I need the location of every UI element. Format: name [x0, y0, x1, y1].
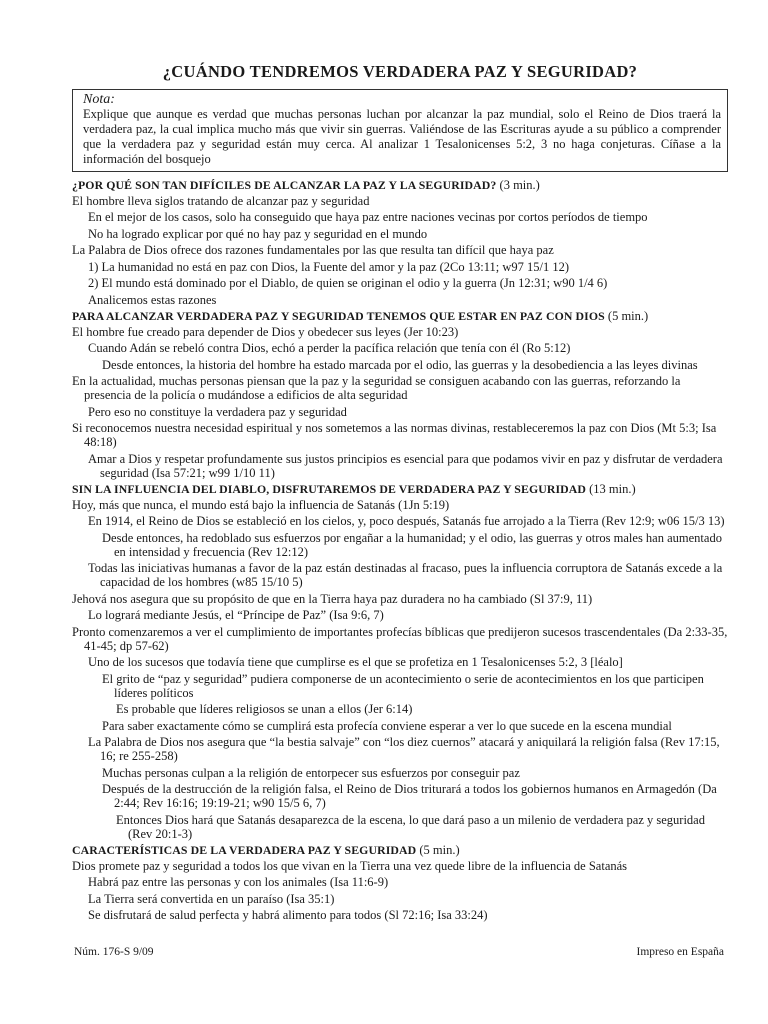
outline-section: [72, 482, 728, 841]
outline-point: Muchas personas culpan a la religión de entorpecer sus esfuerzos por conseguir paz: [102, 765, 520, 780]
outline-sections: [72, 178, 728, 922]
section-heading: [72, 309, 728, 325]
outline-point: El hombre fue creado para depender de Dios y obedecer sus leyes (Jer 10:23): [72, 324, 459, 339]
footer-printed-in: Impreso en España: [636, 946, 724, 958]
outline-point: En el mejor de los casos, solo ha conseguido que haya paz entre naciones vecinas por cortos períodos de tiempo: [88, 210, 648, 224]
outline-point: 1) La humanidad no está en paz con Dios, la Fuente del amor y la paz (2Co 13:11; w97 15/1 12): [88, 259, 570, 274]
outline-point: Amar a Dios y respetar profundamente sus justos principios es esencial para que podamos vivir en paz y disfrutar de verdadera seguridad (Isa 57:21; w99 1/10 11): [88, 451, 723, 480]
note-text: Explique que aunque es verdad que muchas personas luchan por alcanzar la paz mundial, solo el Reino de Dios traerá la verdadera paz, la cual implica mucho más que vivir sin guerras. Valiéndose de las Escrituras ayude a su público a comprender que la verdadera paz y seguridad están muy cerca. Al analizar 1 Tesalonicenses 5:2, 3 no haga conjeturas. Cíñase a la información del bosquejo: [83, 107, 721, 166]
outline-point: Para saber exactamente cómo se cumplirá esta profecía conviene esperar a ver lo que sucede en la escena mundial: [102, 718, 672, 733]
page-footer: [74, 946, 724, 958]
outline-point: El grito de “paz y seguridad” pudiera componerse de un acontecimiento o serie de acontecimientos en los que participen líderes políticos: [102, 671, 704, 700]
outline-point: En 1914, el Reino de Dios se estableció en los cielos, y, poco después, Satanás fue arrojado a la Tierra (Rev 12:9; w06 15/3 13): [88, 514, 725, 528]
outline-point: Cuando Adán se rebeló contra Dios, echó a perder la pacífica relación que tenía con él (Ro 5:12): [88, 341, 571, 355]
page-title: ¿CUÁNDO TENDREMOS VERDADERA PAZ Y SEGURIDAD?: [162, 62, 638, 81]
section-heading-text: SIN LA INFLUENCIA DEL DIABLO, DISFRUTAREMOS DE VERDADERA PAZ Y SEGURIDAD: [72, 482, 587, 496]
outline-section: [72, 309, 728, 480]
outline-point: Hoy, más que nunca, el mundo está bajo la influencia de Satanás (1Jn 5:19): [72, 497, 450, 512]
section-heading: [72, 843, 728, 859]
outline-point: Desde entonces, la historia del hombre ha estado marcada por el odio, las guerras y la desobediencia a las leyes divinas: [102, 357, 698, 372]
section-heading: [72, 178, 728, 194]
outline-point: La Tierra será convertida en un paraíso (Isa 35:1): [88, 891, 335, 906]
section-heading-text: PARA ALCANZAR VERDADERA PAZ Y SEGURIDAD TENEMOS QUE ESTAR EN PAZ CON DIOS: [72, 309, 605, 323]
section-time: (3 min.): [499, 178, 540, 192]
outline-point: Desde entonces, ha redoblado sus esfuerzos por engañar a la humanidad; y el odio, las guerras y otros males han aumentado en intensidad y frecuencia (Rev 12:12): [102, 530, 722, 559]
section-heading: [72, 482, 728, 498]
section-time: (5 min.): [607, 309, 649, 323]
outline-point: Habrá paz entre las personas y con los animales (Isa 11:6-9): [88, 875, 389, 889]
outline-point: No ha logrado explicar por qué no hay paz y seguridad en el mundo: [88, 226, 428, 241]
outline-point: Pronto comenzaremos a ver el cumplimiento de importantes profecías bíblicas que predijeron sucesos trascendentales (Da 2:33-35, 41-45; dp 57-62): [72, 624, 728, 653]
outline-point: En la actualidad, muchas personas piensan que la paz y la seguridad se consiguen acabando con las guerras, reforzando la presencia de la policía o mudándose a edificios de alta seguridad: [72, 374, 681, 402]
section-heading-text: CARACTERÍSTICAS DE LA VERDADERA PAZ Y SEGURIDAD: [72, 843, 417, 857]
outline-point: Es probable que líderes religiosos se unan a ellos (Jer 6:14): [116, 702, 413, 716]
outline-point: Analicemos estas razones: [88, 292, 217, 307]
outline-point: Si reconocemos nuestra necesidad espiritual y nos sometemos a las normas divinas, restableceremos la paz con Dios (Mt 5:3; Isa 48:18): [72, 421, 717, 449]
outline-point: La Palabra de Dios nos asegura que “la bestia salvaje” con “los diez cuernos” atacará y aniquilará la religión falsa (Rev 17:15, 16; re 255-258): [88, 735, 720, 763]
outline-point: La Palabra de Dios ofrece dos razones fundamentales por las que resulta tan difícil que haya paz: [72, 243, 554, 257]
outline-point: Dios promete paz y seguridad a todos los que vivan en la Tierra una vez quede libre de la influencia de Satanás: [72, 858, 628, 873]
outline-section: [72, 178, 728, 307]
outline-section: [72, 843, 728, 922]
footer-publication-number: Núm. 176-S 9/09: [74, 946, 154, 958]
outline-point: Se disfrutará de salud perfecta y habrá alimento para todos (Sl 72:16; Isa 33:24): [88, 908, 488, 922]
outline-point: Jehová nos asegura que su propósito de que en la Tierra haya paz duradera no ha cambiado (Sl 37:9, 11): [72, 591, 593, 606]
outline-point: El hombre lleva siglos tratando de alcanzar paz y seguridad: [72, 193, 370, 208]
outline-point: Después de la destrucción de la religión falsa, el Reino de Dios triturará a todos los gobiernos humanos en Armagedón (Da 2:44; Rev 16:16; 19:19-21; w90 15/5 6, 7): [102, 782, 717, 810]
section-heading-text: ¿POR QUÉ SON TAN DIFÍCILES DE ALCANZAR LA PAZ Y LA SEGURIDAD?: [72, 178, 497, 192]
outline-point: 2) El mundo está dominado por el Diablo, de quien se originan el odio y la guerra (Jn 12:31; w90 1/4 6): [88, 276, 608, 290]
note-label: Nota:: [83, 92, 115, 107]
outline-point: Entonces Dios hará que Satanás desaparezca de la escena, lo que dará paso a un milenio de verdadera paz y seguridad (Rev 20:1-3): [116, 812, 705, 841]
outline-point: Todas las iniciativas humanas a favor de la paz están destinadas al fracaso, pues la influencia corruptora de Satanás excede a la capacidad de los hombres (w85 15/10 5): [88, 561, 723, 589]
outline-point: Uno de los sucesos que todavía tiene que cumplirse es el que se profetiza en 1 Tesalonicenses 5:2, 3 [léalo]: [88, 655, 623, 669]
outline-point: Pero eso no constituye la verdadera paz y seguridad: [88, 404, 347, 419]
section-time: (5 min.): [419, 843, 460, 857]
outline-point: Lo logrará mediante Jesús, el “Príncipe de Paz” (Isa 9:6, 7): [88, 608, 384, 622]
note-box: [72, 89, 728, 172]
section-time: (13 min.): [589, 482, 636, 496]
